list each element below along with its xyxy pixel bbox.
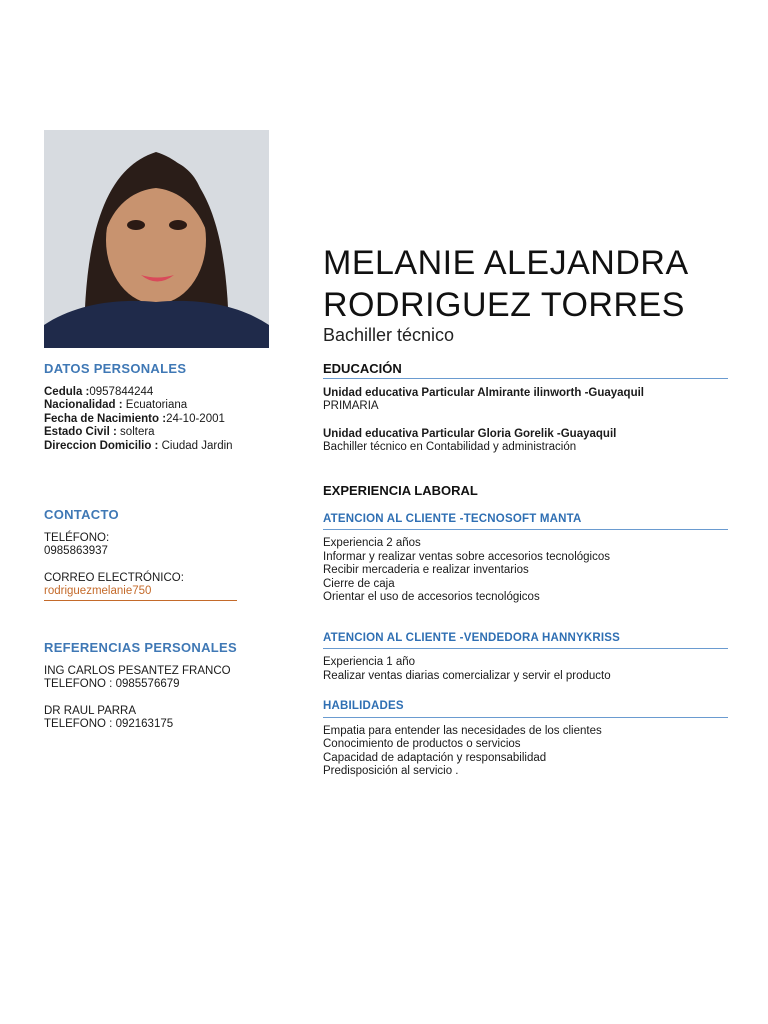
name-line-2: RODRIGUEZ TORRES xyxy=(323,286,685,324)
personal-data-heading: DATOS PERSONALES xyxy=(44,361,187,376)
references-heading: REFERENCIAS PERSONALES xyxy=(44,640,237,655)
email-link[interactable]: rodriguezmelanie750 xyxy=(44,585,237,601)
reference-1-name: ING CARLOS PESANTEZ FRANCO xyxy=(44,664,231,677)
contact-heading: CONTACTO xyxy=(44,507,119,522)
job-2-line: Realizar ventas diarias comercializar y servir el producto xyxy=(323,669,611,682)
skill-item: Predisposición al servicio . xyxy=(323,765,459,777)
skill-item: Capacidad de adaptación y responsabilidad xyxy=(323,751,547,764)
personal-item-cedula: Cedula :0957844244 xyxy=(44,385,154,398)
education-2-detail: Bachiller técnico en Contabilidad y administración xyxy=(323,441,577,453)
job-1-line: Orientar el uso de accesorios tecnológicos xyxy=(323,591,540,603)
reference-1-phone: TELEFONO : 0985576679 xyxy=(44,678,180,690)
job-1-title: ATENCION AL CLIENTE -TECNOSOFT MANTA xyxy=(323,513,728,531)
job-1-line: Cierre de caja xyxy=(323,577,395,590)
job-2-line: Experiencia 1 año xyxy=(323,656,416,668)
experience-heading: EXPERIENCIA LABORAL xyxy=(323,483,478,498)
skill-item: Empatia para entender las necesidades de los clientes xyxy=(323,724,602,737)
education-1-detail: PRIMARIA xyxy=(323,400,379,412)
personal-item-direccion: Direccion Domicilio : Ciudad Jardin xyxy=(44,439,233,452)
education-section xyxy=(323,362,728,455)
personal-data-section xyxy=(44,362,284,453)
job-1-line: Recibir mercaderia e realizar inventarios xyxy=(323,564,529,576)
job-2-title: ATENCION AL CLIENTE -VENDEDORA HANNYKRISS xyxy=(323,632,728,650)
personal-item-estado-civil: Estado Civil : soltera xyxy=(44,426,155,438)
profile-photo xyxy=(44,130,269,348)
education-1-school: Unidad educativa Particular Almirante ilinworth -Guayaquil xyxy=(323,386,645,399)
contact-section xyxy=(44,508,284,601)
job-1-line: Experiencia 2 años xyxy=(323,537,421,549)
full-name xyxy=(323,242,743,326)
skills-section xyxy=(323,700,728,779)
references-section xyxy=(44,641,284,732)
experience-section xyxy=(323,484,728,683)
reference-2-phone: TELEFONO : 092163175 xyxy=(44,718,174,730)
profile-photo-image xyxy=(44,130,269,348)
education-2-school: Unidad educativa Particular Gloria Gorelik -Guayaquil xyxy=(323,427,617,440)
personal-item-nacionalidad: Nacionalidad : Ecuatoriana xyxy=(44,399,188,411)
reference-2-name: DR RAUL PARRA xyxy=(44,704,137,717)
name-line-1: MELANIE ALEJANDRA xyxy=(323,244,689,282)
skills-heading: HABILIDADES xyxy=(323,700,728,718)
professional-title: Bachiller técnico xyxy=(323,325,455,345)
email-label: CORREO ELECTRÓNICO: xyxy=(44,571,184,584)
phone-label: TELÉFONO: xyxy=(44,531,110,544)
education-heading: EDUCACIÓN xyxy=(323,362,728,379)
skill-item: Conocimiento de productos o servicios xyxy=(323,738,521,750)
job-1-line: Informar y realizar ventas sobre accesorios tecnológicos xyxy=(323,550,610,563)
personal-item-fecha-nacimiento: Fecha de Nacimiento :24-10-2001 xyxy=(44,412,225,425)
phone-value: 0985863937 xyxy=(44,545,108,557)
